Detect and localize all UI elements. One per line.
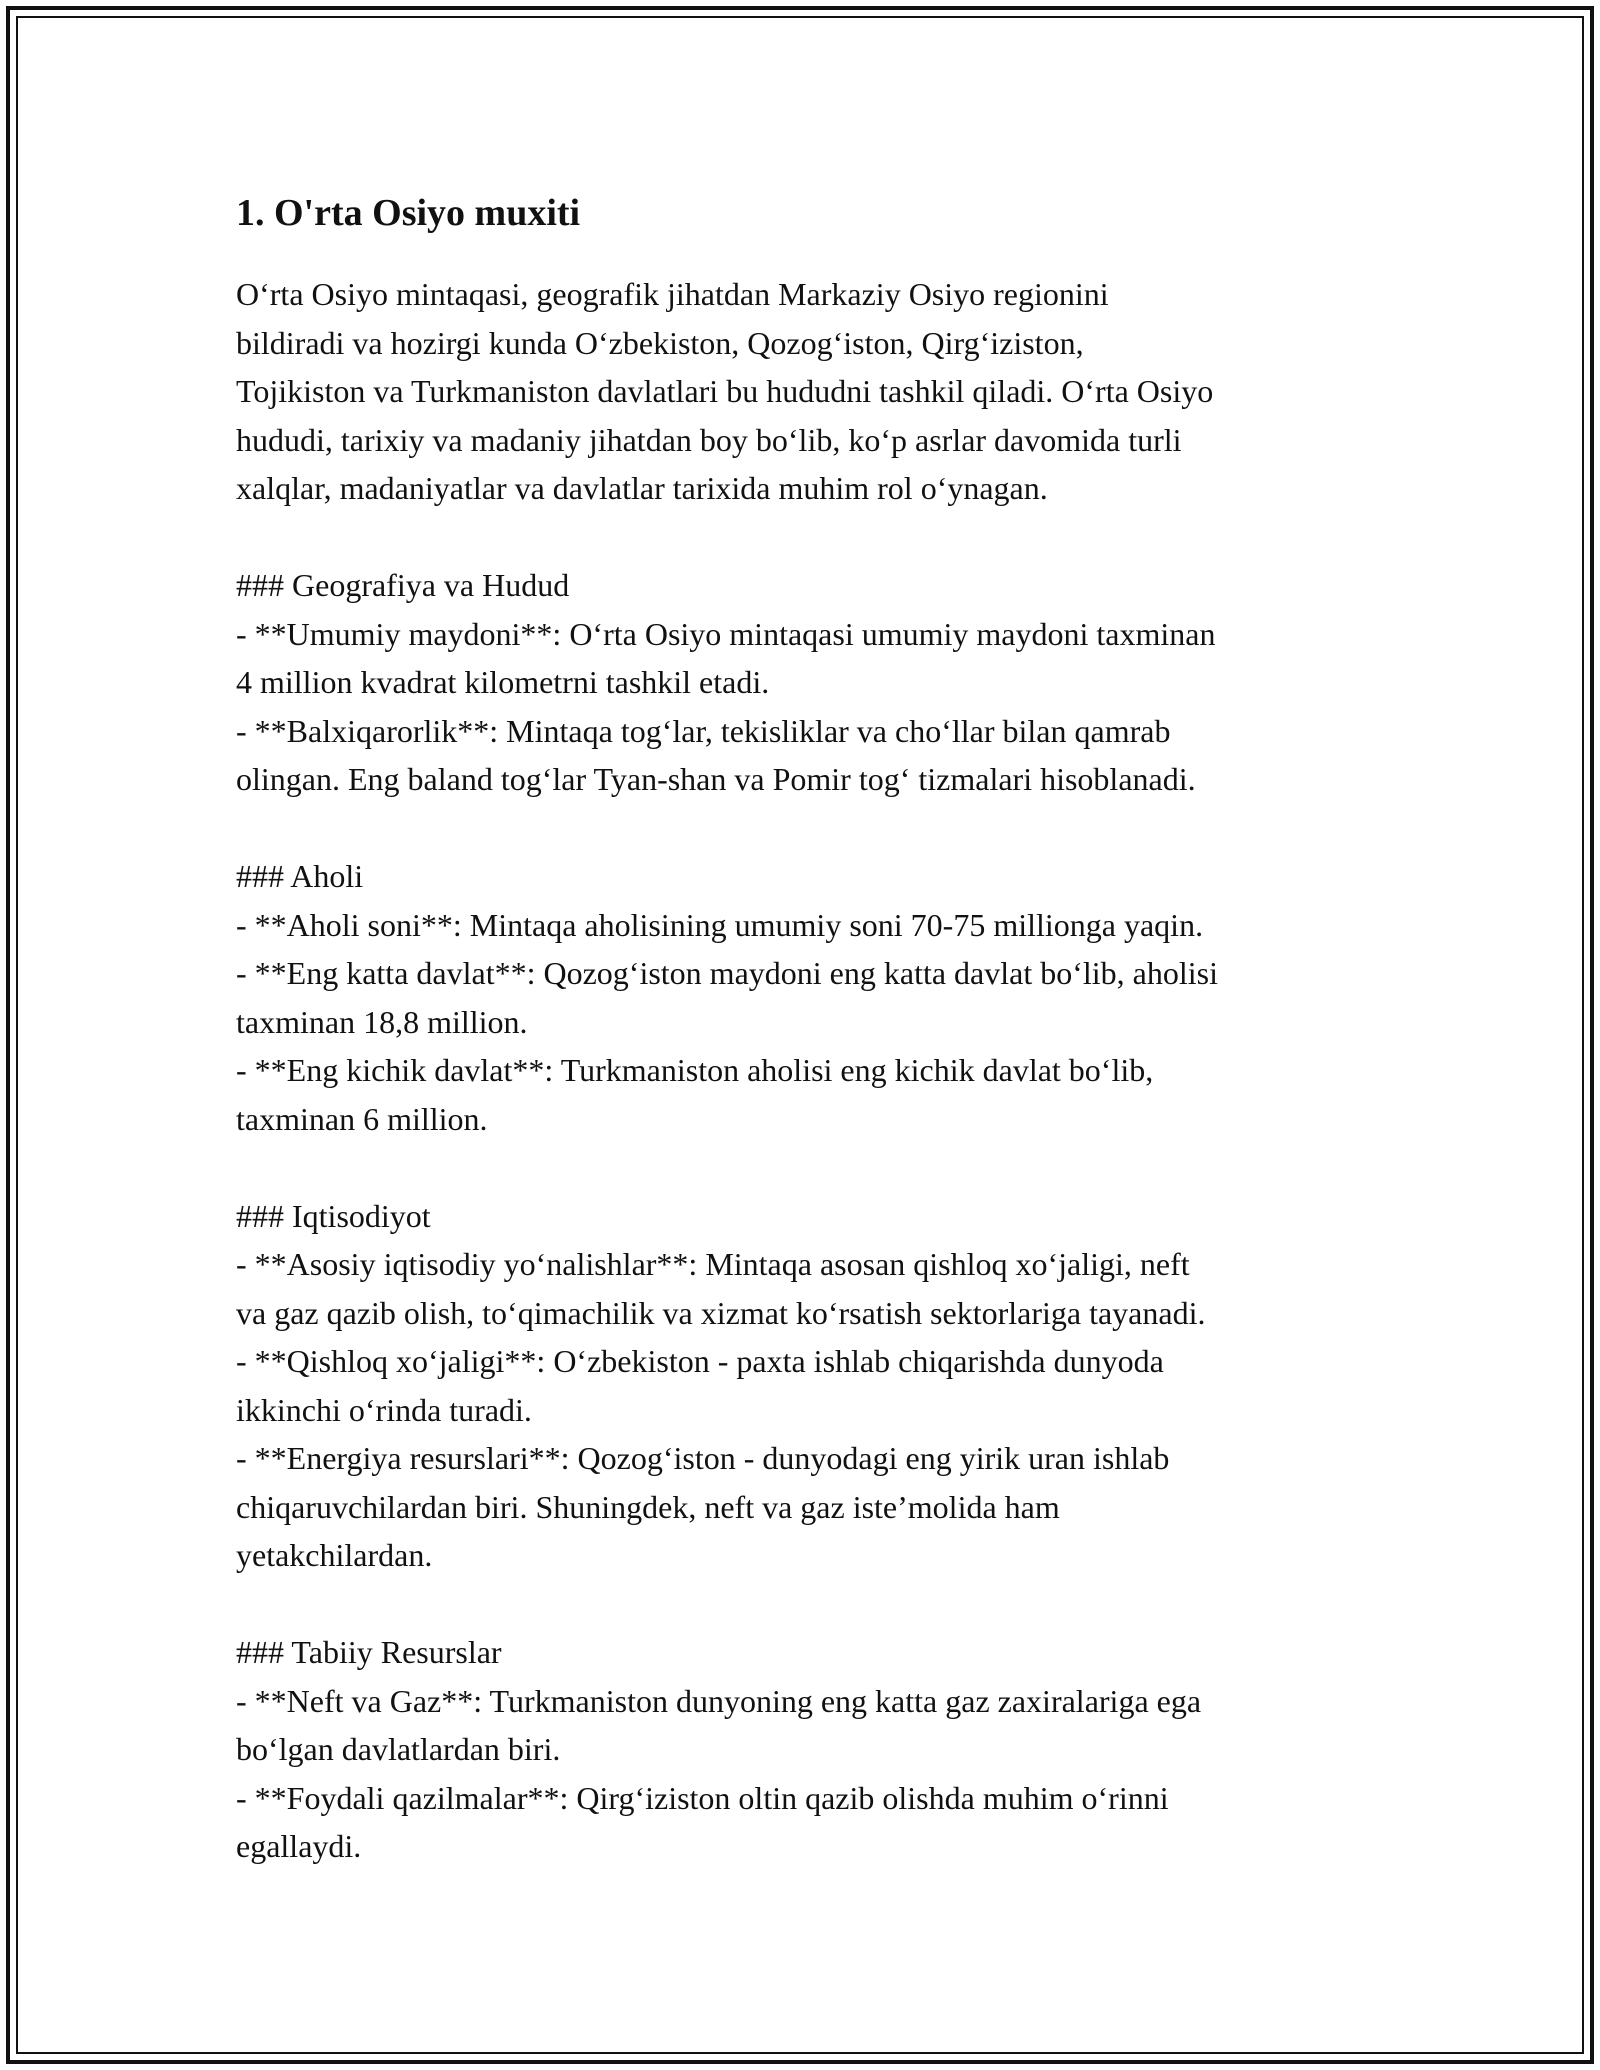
document-body: O‘rta Osiyo mintaqasi, geografik jihatdan Markaziy Osiyo regionini bildiradi va hozirgi kunda O‘zbekiston, Qozog‘iston, Qirg‘iziston, Tojikiston va Turkmaniston davlatlari bu hududni tashkil qiladi. O‘rta Osiyo hududi, tarixiy va madaniy jihatdan boy bo‘lib, ko‘p asrlar davomida turli xalqlar, madaniyatlar va davlatlar tarixida muhim rol o‘ynagan. ### Geografiya va Hudud - **Umumiy maydoni**: O‘rta Osiyo mintaqasi umumiy maydoni taxminan 4 million kvadrat kilometrni tashkil etadi. - **Balxiqarorlik**: Mintaqa tog‘lar, tekisliklar va cho‘llar bilan qamrab olingan. Eng baland tog‘lar Tyan-shan va Pomir tog‘ tizmalari hisoblanadi. ### Aholi - **Aholi soni**: Mintaqa aholisining umumiy soni 70-75 millionga yaqin. - **Eng katta davlat**: Qozog‘iston maydoni eng katta davlat bo‘lib, aholisi taxminan 18,8 million. - **Eng kichik davlat**: Turkmaniston aholisi eng kichik davlat bo‘lib, taxminan 6 million. ### Iqtisodiyot - **Asosiy iqtisodiy yo‘nalishlar**: Mintaqa asosan qishloq xo‘jaligi, neft va gaz qazib olish, to‘qimachilik va xizmat ko‘rsatish sektorlariga tayanadi. - **Qishloq xo‘jaligi**: O‘zbekiston - paxta ishlab chiqarishda dunyoda ikkinchi o‘rinda turadi. - **Energiya resurslari**: Qozog‘iston - dunyodagi eng yirik uran ishlab chiqaruvchilardan biri. Shuningdek, neft va gaz iste’molida ham yetakchilardan. ### Tabiiy Resurslar - **Neft va Gaz**: Turkmaniston dunyoning eng katta gaz zaxiralariga ega bo‘lgan davlatlardan biri. - **Foydali qazilmalar**: Qirg‘iziston oltin qazib olishda muhim o‘rinni egallaydi. [236, 276, 1218, 1864]
document-content [236, 186, 1366, 1871]
document-title: 1. O'rta Osiyo muxiti [236, 192, 581, 234]
